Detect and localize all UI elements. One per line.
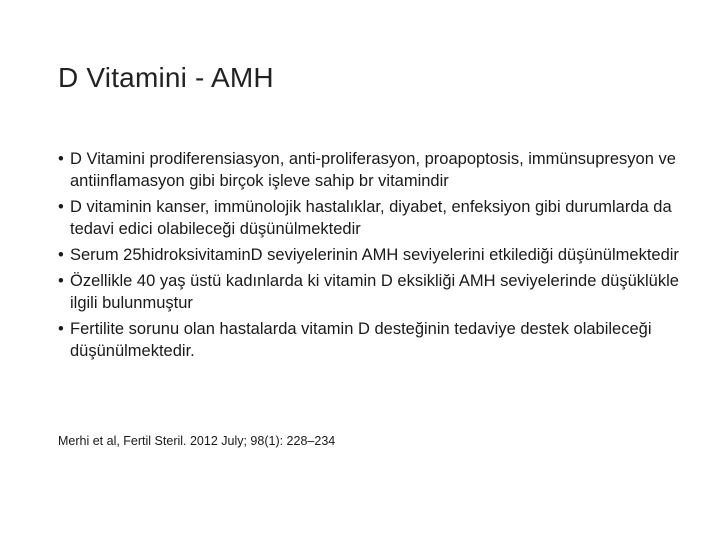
reference-citation: Merhi et al, Fertil Steril. 2012 July; 98(1): 228–234: [58, 434, 336, 448]
bullet-item: • D Vitamini prodiferensiasyon, anti-proliferasyon, proapoptosis, immünsupresyon ve antiinflamasyon gibi birçok işleve sahip br vitamindir: [58, 148, 688, 192]
bullet-item: • D vitaminin kanser, immünolojik hastalıklar, diyabet, enfeksiyon gibi durumlarda da tedavi edici olabileceği düşünülmektedir: [58, 196, 688, 240]
bullet-item: • Fertilite sorunu olan hastalarda vitamin D desteğinin tedaviye destek olabileceği düşünülmektedir.: [58, 318, 688, 362]
slide-title: D Vitamini - AMH: [58, 62, 274, 93]
bullet-item: • Serum 25hidroksivitaminD seviyelerinin AMH seviyelerini etkilediği düşünülmektedir: [58, 244, 688, 266]
bullet-list: [58, 148, 688, 366]
bullet-item: • Özellikle 40 yaş üstü kadınlarda ki vitamin D eksikliği AMH seviyelerinde düşüklükle ilgili bulunmuştur: [58, 270, 688, 314]
